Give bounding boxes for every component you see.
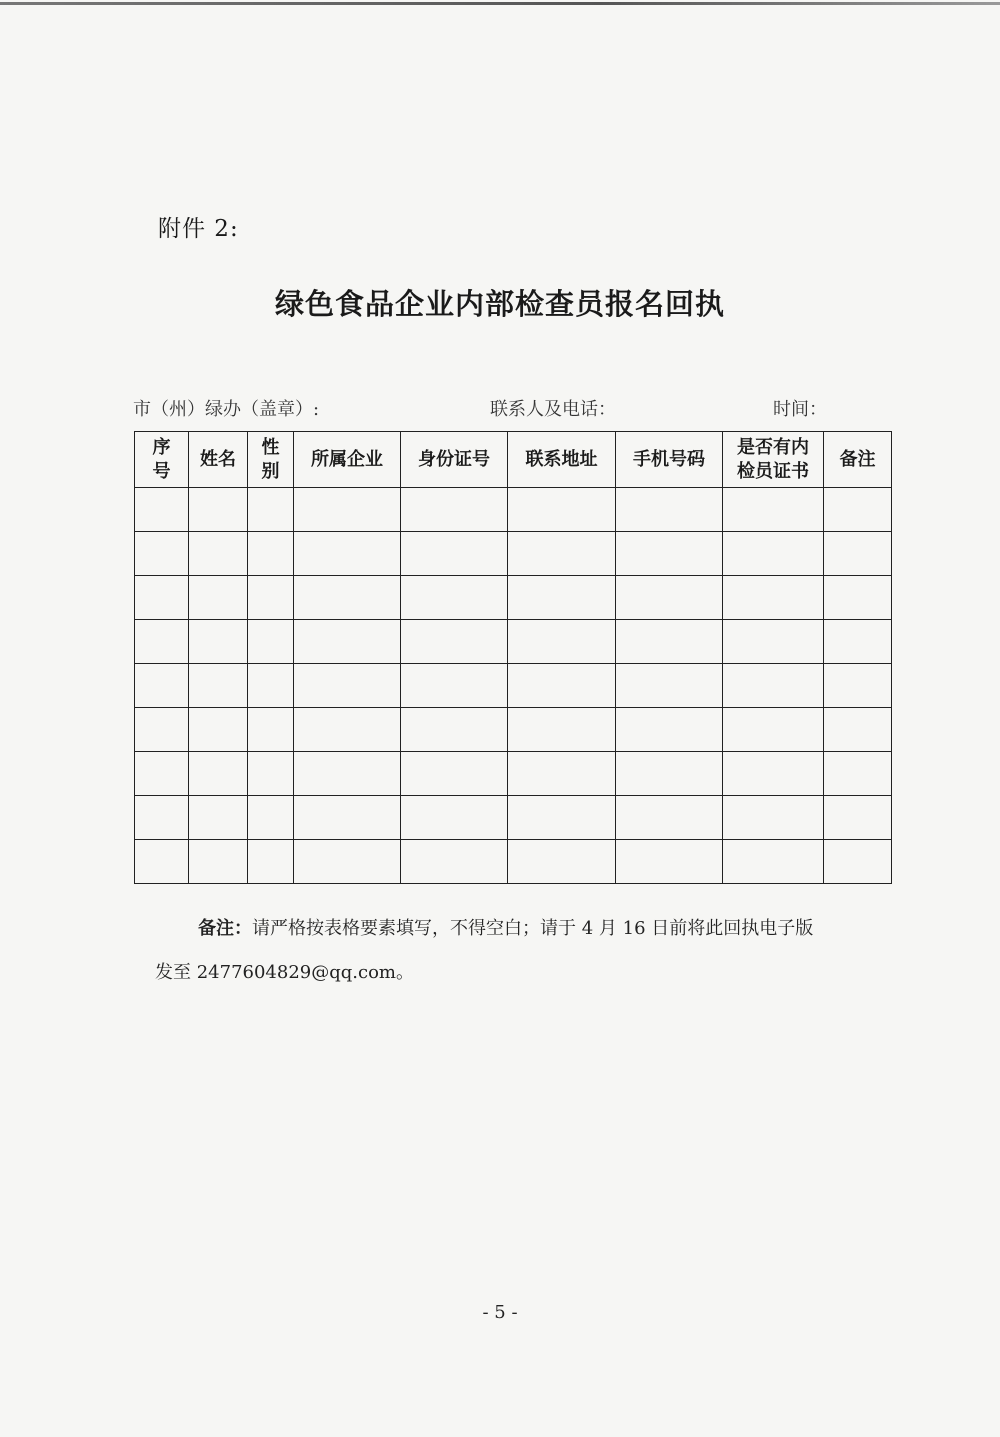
table-cell[interactable] [616, 664, 723, 708]
table-cell[interactable] [189, 576, 248, 620]
table-cell[interactable] [723, 840, 824, 884]
table-cell[interactable] [723, 664, 824, 708]
header-mobile: 手机号码 [616, 432, 723, 488]
table-cell[interactable] [616, 576, 723, 620]
table-cell[interactable] [508, 708, 616, 752]
table-cell[interactable] [135, 796, 189, 840]
table-row [135, 708, 892, 752]
table-cell[interactable] [616, 796, 723, 840]
table-cell[interactable] [401, 752, 508, 796]
table-cell[interactable] [294, 532, 401, 576]
table-cell[interactable] [824, 488, 892, 532]
table-cell[interactable] [824, 664, 892, 708]
table-cell[interactable] [294, 708, 401, 752]
table-cell[interactable] [824, 752, 892, 796]
table-cell[interactable] [189, 488, 248, 532]
table-cell[interactable] [248, 532, 294, 576]
table-cell[interactable] [508, 620, 616, 664]
table-cell[interactable] [723, 576, 824, 620]
table-cell[interactable] [294, 576, 401, 620]
table-cell[interactable] [508, 532, 616, 576]
table-cell[interactable] [824, 708, 892, 752]
table-cell[interactable] [189, 708, 248, 752]
note-label: 备注： [198, 918, 252, 939]
document-title: 绿色食品企业内部检查员报名回执 [274, 287, 725, 321]
table-cell[interactable] [401, 488, 508, 532]
table-header-row [135, 432, 892, 488]
table-cell[interactable] [294, 840, 401, 884]
header-gender: 性 别 [248, 432, 294, 488]
table-cell[interactable] [508, 664, 616, 708]
table-cell[interactable] [248, 708, 294, 752]
table-row [135, 532, 892, 576]
table-cell[interactable] [616, 488, 723, 532]
table-row [135, 796, 892, 840]
table-cell[interactable] [189, 796, 248, 840]
table-row [135, 840, 892, 884]
table-cell[interactable] [401, 840, 508, 884]
table-cell[interactable] [294, 664, 401, 708]
table-cell[interactable] [723, 488, 824, 532]
table-cell[interactable] [508, 576, 616, 620]
table-cell[interactable] [294, 796, 401, 840]
table-cell[interactable] [135, 840, 189, 884]
table-cell[interactable] [248, 752, 294, 796]
table-cell[interactable] [824, 620, 892, 664]
table-cell[interactable] [616, 620, 723, 664]
table-cell[interactable] [189, 532, 248, 576]
table-cell[interactable] [508, 488, 616, 532]
table-cell[interactable] [824, 532, 892, 576]
table-cell[interactable] [508, 840, 616, 884]
table-cell[interactable] [189, 752, 248, 796]
city-office-stamp-label: 市（州）绿办（盖章）: [133, 399, 320, 420]
table-cell[interactable] [248, 796, 294, 840]
table-row [135, 488, 892, 532]
table-cell[interactable] [723, 620, 824, 664]
table-cell[interactable] [294, 488, 401, 532]
table-cell[interactable] [135, 576, 189, 620]
table-cell[interactable] [135, 620, 189, 664]
table-cell[interactable] [189, 840, 248, 884]
header-inspector-certificate: 是否有内 检员证书 [723, 432, 824, 488]
page-number: - 5 - [482, 1302, 518, 1323]
header-serial-number: 序 号 [135, 432, 189, 488]
table-cell[interactable] [616, 752, 723, 796]
table-cell[interactable] [135, 532, 189, 576]
note-line-1 [198, 914, 813, 940]
table-cell[interactable] [135, 664, 189, 708]
table-cell[interactable] [616, 532, 723, 576]
table-cell[interactable] [248, 840, 294, 884]
table-cell[interactable] [508, 752, 616, 796]
note-line-2: 发至 2477604829@qq.com。 [155, 962, 414, 983]
table-cell[interactable] [401, 576, 508, 620]
table-cell[interactable] [248, 576, 294, 620]
table-cell[interactable] [723, 532, 824, 576]
table-cell[interactable] [135, 488, 189, 532]
table-cell[interactable] [294, 752, 401, 796]
top-rule [0, 2, 1000, 5]
attachment-label: 附件 2: [158, 216, 239, 242]
table-cell[interactable] [248, 664, 294, 708]
table-cell[interactable] [135, 752, 189, 796]
table-cell[interactable] [824, 576, 892, 620]
table-cell[interactable] [401, 664, 508, 708]
table-cell[interactable] [616, 840, 723, 884]
table-cell[interactable] [248, 488, 294, 532]
table-cell[interactable] [508, 796, 616, 840]
table-cell[interactable] [189, 620, 248, 664]
table-cell[interactable] [189, 664, 248, 708]
table-cell[interactable] [824, 796, 892, 840]
header-id-number: 身份证号 [401, 432, 508, 488]
table-row [135, 752, 892, 796]
table-cell[interactable] [723, 752, 824, 796]
header-name: 姓名 [189, 432, 248, 488]
table-body [135, 488, 892, 884]
header-address: 联系地址 [508, 432, 616, 488]
table-cell[interactable] [294, 620, 401, 664]
time-label: 时间： [773, 399, 827, 420]
table-row [135, 620, 892, 664]
table-cell[interactable] [135, 708, 189, 752]
table-cell[interactable] [723, 796, 824, 840]
table-cell[interactable] [401, 708, 508, 752]
note-text-1: 请严格按表格要素填写，不得空白；请于 4 月 16 日前将此回执电子版 [252, 918, 814, 939]
table-cell[interactable] [248, 620, 294, 664]
table-row [135, 576, 892, 620]
header-remarks: 备注 [824, 432, 892, 488]
table-cell[interactable] [401, 796, 508, 840]
table-row [135, 664, 892, 708]
table-cell[interactable] [616, 708, 723, 752]
table-cell[interactable] [723, 708, 824, 752]
header-company: 所属企业 [294, 432, 401, 488]
contact-phone-label: 联系人及电话： [490, 399, 616, 420]
registration-table [134, 431, 892, 884]
table-cell[interactable] [401, 620, 508, 664]
table-cell[interactable] [401, 532, 508, 576]
table-cell[interactable] [824, 840, 892, 884]
